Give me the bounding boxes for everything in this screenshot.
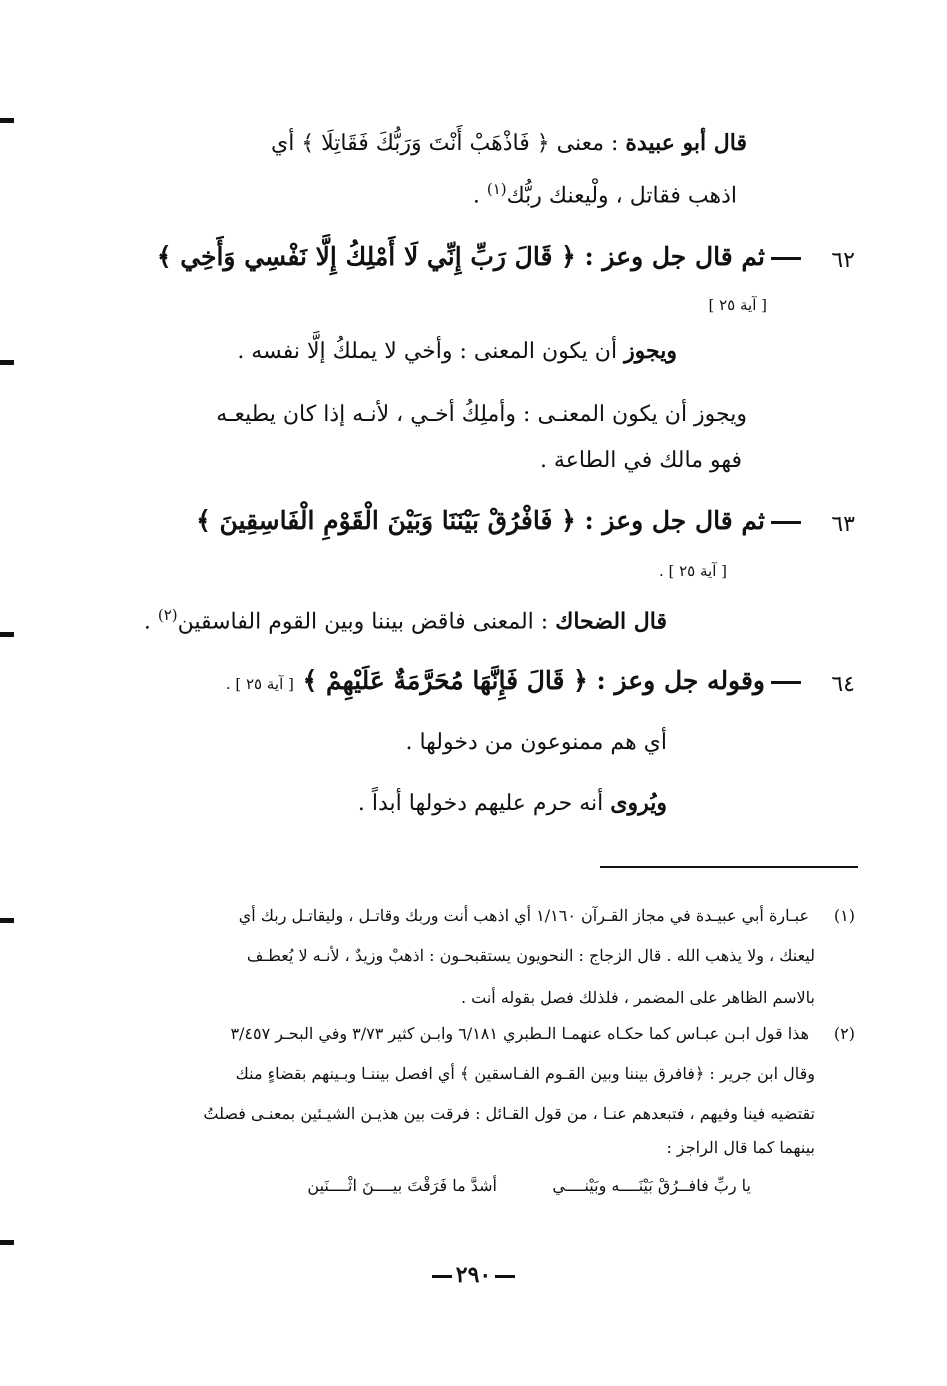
verse-ref: [ آية ٢٥ ] . xyxy=(658,562,727,580)
line-text: ويجوز أن يكون المعنـى : وأملِكُ أخـي ، لأنـه إذا كان يطيعـه xyxy=(216,402,747,427)
entry-line xyxy=(157,242,807,271)
line-lead: ويُروى xyxy=(610,790,667,816)
body-line xyxy=(237,338,677,364)
entry-text: ثم قال جل وعز : ﴿ فَافْرُقْ بَيْنَنَا وَبَيْنَ الْقَوْمِ الْفَاسِقِينَ ﴾ xyxy=(196,506,765,535)
footnote-line: تقتضيه فينا وفيهم ، فتبعدهم عنـا ، من قول القـائل : فرقت بين هذيـن الشيـئين بمعنـى فصلتُ xyxy=(203,1104,815,1123)
poem-hemistich-left: أشدَّ ما فَرَقْتَ بيــــنَ اثْــــنَين xyxy=(307,1176,497,1195)
entry-number: ٦٣ xyxy=(831,512,855,537)
footnote-line: هذا قول ابـن عبـاس كما حكـاه عنهمـا الـطبري ٦/١٨١ وابـن كثير ٣/٧٣ وفي البحـر ٣/٤٥٧ xyxy=(230,1024,809,1043)
entry-dash xyxy=(771,521,801,524)
margin-mark xyxy=(0,118,14,123)
poem-hemistich-right: يا ربِّ فافــرُقْ بَيْنَــــه وبَيْنــــي xyxy=(552,1176,751,1195)
entry-line xyxy=(196,506,807,535)
line-text: أي هم ممنوعون من دخولها . xyxy=(405,730,667,755)
page-number xyxy=(0,1262,947,1288)
line-text: فهو مالك في الطاعة . xyxy=(539,448,742,473)
entry-text: وقوله جل وعز : ﴿ قَالَ فَإِنَّهَا مُحَرَّمَةٌ عَلَيْهِمْ ﴾ xyxy=(302,666,765,695)
entry-number: ٦٤ xyxy=(831,672,855,697)
footnote-separator xyxy=(600,866,858,868)
line-text: اذهب فقاتل ، ولْيعنك ربُّك xyxy=(506,183,737,209)
verse-ref: [ آية ٢٥ ] xyxy=(708,296,767,314)
body-line xyxy=(216,402,747,427)
page-number-dash xyxy=(495,1275,515,1278)
line-end: . xyxy=(143,609,158,635)
line-text: : المعنى فاقض بيننا وبين القوم الفاسقين xyxy=(177,609,549,635)
body-line xyxy=(473,180,737,208)
body-line xyxy=(271,130,747,156)
body-line xyxy=(540,448,742,473)
line-lead: ويجوز xyxy=(624,338,677,364)
margin-mark xyxy=(0,632,14,637)
body-line xyxy=(405,730,667,755)
line-text: : معنى ﴿ فَاذْهَبْ أَنْتَ وَرَبُّكَ فَقَاتِلَا ﴾ أي xyxy=(270,131,619,156)
footnote-line: وقال ابن جرير : ﴿فافرق بيننا وبين القـوم الفـاسقين ﴾ أي افصل بيننـا وبـينهم بقضاءٍ منك xyxy=(235,1064,815,1083)
speaker-name: قال أبو عبيدة xyxy=(625,130,747,156)
footnote-ref: (٢) xyxy=(157,606,178,624)
footnote-line: بينهما كما قال الراجز : xyxy=(666,1138,815,1157)
body-line xyxy=(144,606,667,634)
entry-text: ثم قال جل وعز : ﴿ قَالَ رَبِّ إِنِّي لَا أَمْلِكُ إِلَّا نَفْسِي وَأَخِي ﴾ xyxy=(156,242,765,271)
line-end: . xyxy=(472,183,487,209)
line-text: أنه حرم عليهم دخولها أبداً . xyxy=(357,791,604,816)
page-number-value: ٢٩٠ xyxy=(455,1262,492,1288)
footnote-line: بالاسم الظاهر على المضمر ، فلذلك فصل بقوله أنت . xyxy=(460,988,815,1007)
entry-number: ٦٢ xyxy=(831,248,855,273)
margin-mark xyxy=(0,1240,14,1245)
footnote-number: (٢) xyxy=(833,1024,855,1043)
entry-dash xyxy=(771,681,801,684)
footnote-line: عبـارة أبي عبيـدة في مجاز القـرآن ١/١٦٠ أي اذهب أنت وربك وقاتـل ، وليقاتـل ربك أي xyxy=(238,906,809,925)
body-line xyxy=(358,790,667,816)
footnote-line: ليعنك ، ولا يذهب الله . قال الزجاج : النحويون يستقبحـون : اذهبْ وزيدٌ ، لأنـه لا يُعطـف xyxy=(246,946,815,965)
footnote-number: (١) xyxy=(833,906,855,925)
margin-mark xyxy=(0,360,14,365)
footnote-ref: (١) xyxy=(486,180,507,198)
entry-line xyxy=(226,666,807,695)
entry-dash xyxy=(771,257,801,260)
verse-ref: [ آية ٢٥ ] . xyxy=(225,675,294,693)
page-number-dash xyxy=(432,1275,452,1278)
margin-mark xyxy=(0,918,14,923)
speaker-name: قال الضحاك xyxy=(555,608,667,635)
line-text: أن يكون المعنى : وأخي لا يملكُ إلَّا نفسه . xyxy=(237,339,618,364)
